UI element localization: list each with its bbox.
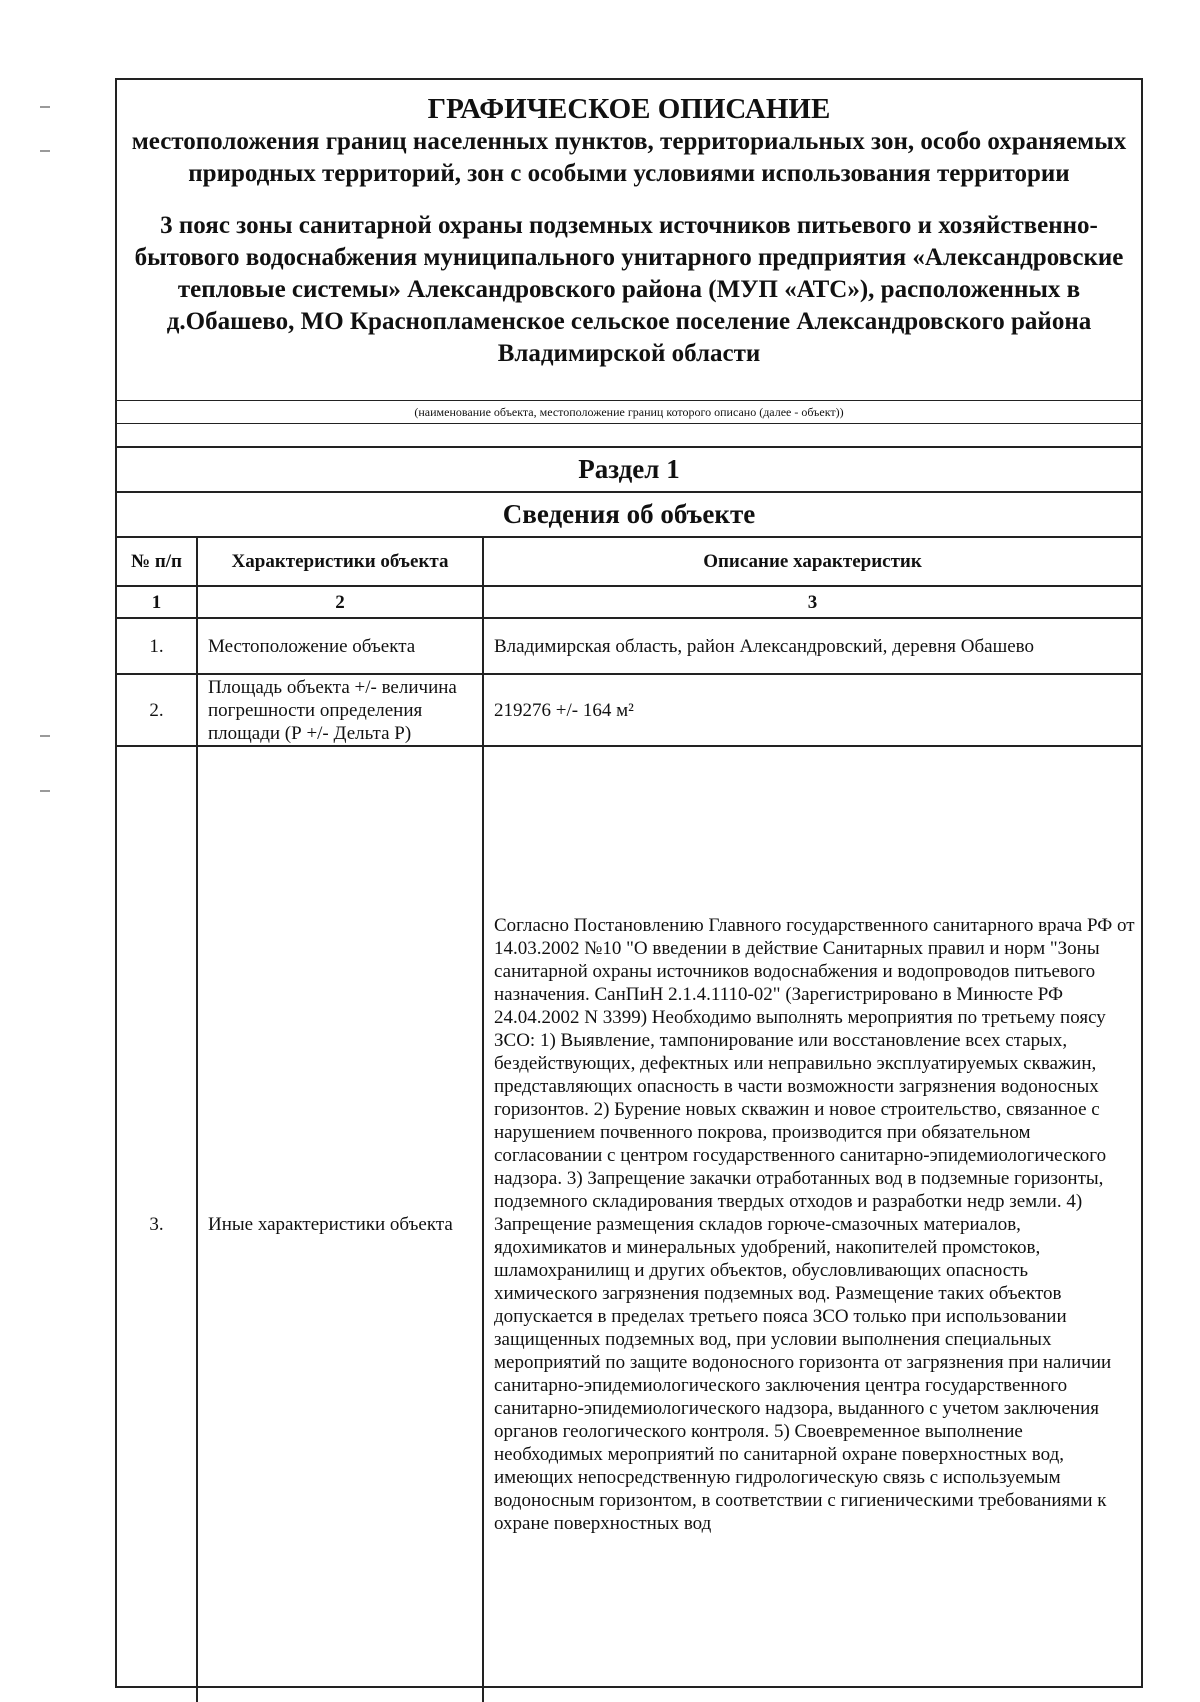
column-number-row bbox=[117, 586, 1141, 618]
row-number: 3. bbox=[117, 746, 197, 1702]
table-row bbox=[117, 618, 1141, 674]
row-number: 2. bbox=[117, 674, 197, 746]
row-description: 219276 +/- 164 м² bbox=[483, 674, 1141, 746]
table-row bbox=[117, 746, 1141, 1702]
object-info-table bbox=[117, 538, 1141, 1702]
section-title: Раздел 1 bbox=[117, 448, 1141, 493]
section-subtitle: Сведения об объекте bbox=[117, 493, 1141, 538]
margin-mark bbox=[40, 106, 50, 108]
document-subtitle: местоположения границ населенных пунктов, территориальных зон, особо охраняемых природных территорий, зон с особыми условиями использования территории bbox=[131, 128, 1127, 187]
column-header: Описание характеристик bbox=[483, 538, 1141, 586]
object-name: 3 пояс зоны санитарной охраны подземных источников питьевого и хозяйственно-бытового водоснабжения муниципального унитарного предприятия «Александровские тепловые системы» Александровского района (МУП «АТС»), расположенных в д.Обашево, МО Краснопламенское сельское поселение Александровского района Владимирской области bbox=[134, 212, 1124, 367]
margin-mark bbox=[40, 790, 50, 792]
table-header-row bbox=[117, 538, 1141, 586]
spacer-row bbox=[117, 424, 1141, 448]
row-description: Владимирская область, район Александровский, деревня Обашево bbox=[483, 618, 1141, 674]
row-characteristic: Площадь объекта +/- величина погрешности определения площади (Р +/- Дельта Р) bbox=[197, 674, 483, 746]
document-title: ГРАФИЧЕСКОЕ ОПИСАНИЕ bbox=[427, 93, 831, 125]
column-number: 2 bbox=[197, 586, 483, 618]
document-header bbox=[117, 80, 1141, 400]
object-name-caption: (наименование объекта, местоположение границ которого описано (далее - объект)) bbox=[117, 400, 1141, 424]
row-characteristic: Местоположение объекта bbox=[197, 618, 483, 674]
column-number: 3 bbox=[483, 586, 1141, 618]
row-number: 1. bbox=[117, 618, 197, 674]
row-characteristic: Иные характеристики объекта bbox=[197, 746, 483, 1702]
column-header: Характеристики объекта bbox=[197, 538, 483, 586]
table-row bbox=[117, 674, 1141, 746]
column-number: 1 bbox=[117, 586, 197, 618]
column-header: № п/п bbox=[117, 538, 197, 586]
margin-mark bbox=[40, 150, 50, 152]
document-sheet bbox=[115, 78, 1143, 1688]
margin-mark bbox=[40, 735, 50, 737]
row-description: Согласно Постановлению Главного государственного санитарного врача РФ от 14.03.2002 №10 "О введении в действие Санитарных правил и норм "Зоны санитарной охраны источников водоснабжения и водопроводов питьевого назначения. СанПиН 2.1.4.1110-02" (Зарегистрировано в Минюсте РФ 24.04.2002 N 3399) Необходимо выполнять мероприятия по третьему поясу ЗСО: 1) Выявление, тампонирование или восстановление всех старых, бездействующих, дефектных или неправильно эксплуатируемых скважин, представляющих опасность в части возможности загрязнения водоносных горизонтов. 2) Бурение новых скважин и новое строительство, связанное с нарушением почвенного покрова, производится при обязательном согласовании с центром государственного санитарно-эпидемиологического надзора. 3) Запрещение закачки отработанных вод в подземные горизонты, подземного складирования твердых отходов и разработки недр земли. 4) Запрещение размещения складов горюче-смазочных материалов, ядохимикатов и минеральных удобрений, накопителей промстоков, шламохранилищ и других объектов, обусловливающих опасность химического загрязнения подземных вод. Размещение таких объектов допускается в пределах третьего пояса ЗСО только при использовании защищенных подземных вод, при условии выполнения специальных мероприятий по защите водоносного горизонта от загрязнения при наличии санитарно-эпидемиологического заключения центра государственного санитарно-эпидемиологического надзора, выданного с учетом заключения органов геологического контроля. 5) Своевременное выполнение необходимых мероприятий по санитарной охране поверхностных вод, имеющих непосредственную гидрологическую связь с используемым водоносным горизонтом, в соответствии с гигиеническими требованиями к охране поверхностных вод bbox=[494, 915, 1135, 1534]
